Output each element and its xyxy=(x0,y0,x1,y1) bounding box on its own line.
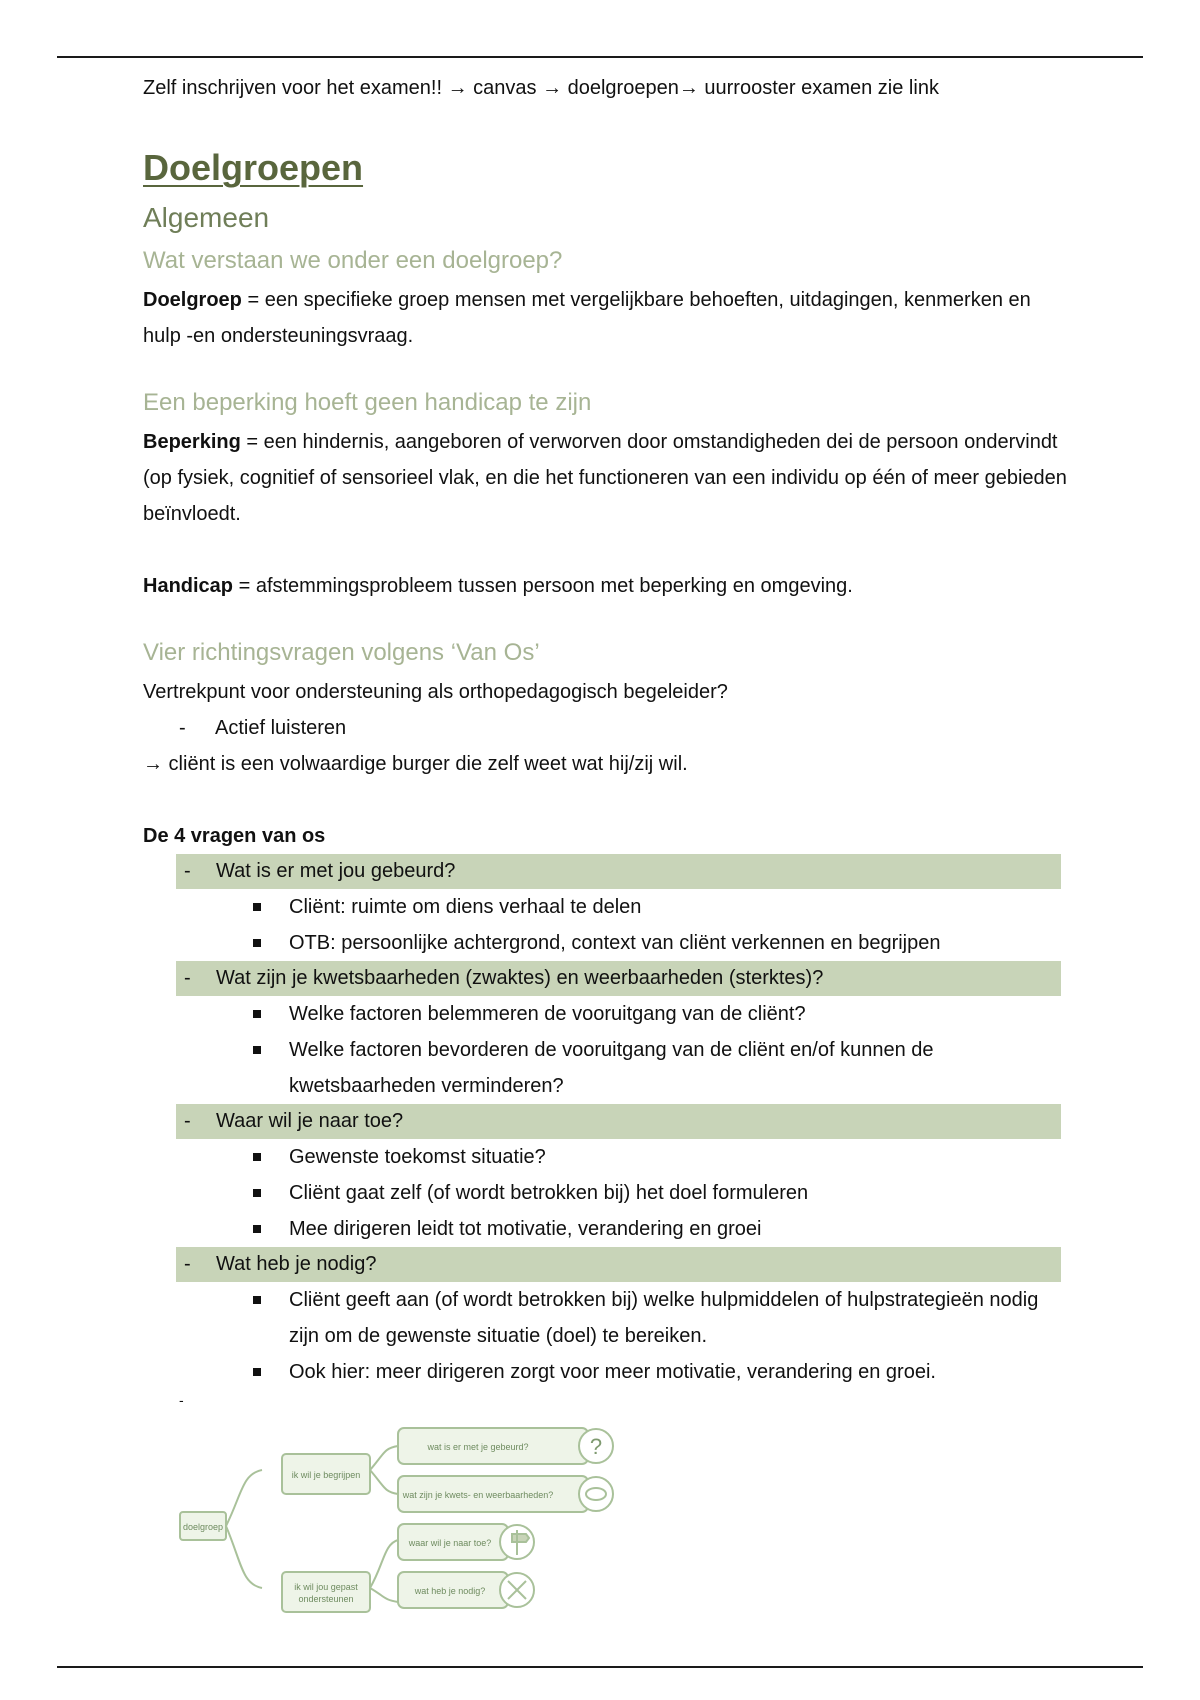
trailing-dash: - xyxy=(179,1392,184,1408)
list-item: Ook hier: meer dirigeren zorgt voor meer motivatie, verandering en groei. xyxy=(143,1354,1073,1390)
list-title: De 4 vragen van os xyxy=(143,825,326,847)
list-item: - Actief luisteren xyxy=(179,716,347,739)
list-item: Cliënt geeft aan (of wordt betrokken bij) welke hulpmiddelen of hulpstrategieën nodig zijn om de gewenste situatie (doel) te bereiken. xyxy=(143,1282,1073,1354)
list-item: Gewenste toekomst situatie? xyxy=(143,1139,1073,1175)
branch-label: ondersteunen xyxy=(298,1594,354,1604)
bottom-rule xyxy=(57,1666,1143,1668)
van-os-mindmap xyxy=(172,1424,672,1636)
connector-line xyxy=(226,1526,262,1588)
svg-text:?: ? xyxy=(589,1434,603,1459)
connector-line xyxy=(370,1540,398,1588)
leaf-label: wat heb je nodig? xyxy=(414,1586,486,1596)
connector-line xyxy=(370,1470,398,1494)
connector-line xyxy=(370,1446,398,1470)
list-item: Cliënt: ruimte om diens verhaal te delen xyxy=(143,889,1073,925)
q1-definition: Doelgroep = een specifieke groep mensen met vergelijkbare behoeften, uitdagingen, kenmerken en hulp -en ondersteuningsvraag. xyxy=(143,289,1031,347)
leaf-label: wat zijn je kwets- en weerbaarheden? xyxy=(402,1490,554,1500)
q1-term: Doelgroep xyxy=(143,289,242,311)
speech-icon xyxy=(579,1477,613,1511)
list-item: Cliënt gaat zelf (of wordt betrokken bij) het doel formuleren xyxy=(143,1175,1073,1211)
list-item: OTB: persoonlijke achtergrond, context van cliënt verkennen en begrijpen xyxy=(143,925,1073,961)
branch-node xyxy=(282,1572,370,1612)
branch-label: ik wil je begrijpen xyxy=(291,1470,361,1480)
leaf-label: wat is er met je gebeurd? xyxy=(427,1442,529,1452)
connector-line xyxy=(226,1470,262,1526)
tools-icon xyxy=(500,1573,534,1607)
handicap-definition: Handicap = afstemmingsprobleem tussen persoon met beperking en omgeving. xyxy=(143,575,853,597)
q1-heading: Wat verstaan we onder een doelgroep? xyxy=(143,247,563,274)
q3-intro: Vertrekpunt voor ondersteuning als orthopedagogisch begeleider? xyxy=(143,681,728,703)
q3-conclusion: → cliënt is een volwaardige burger die zelf weet wat hij/zij wil. xyxy=(143,753,688,775)
signpost-icon xyxy=(500,1525,534,1559)
section-heading: Algemeen xyxy=(143,202,270,233)
question-icon xyxy=(579,1429,613,1463)
list-item: Mee dirigeren leidt tot motivatie, verandering en groei xyxy=(143,1211,1073,1247)
question-band: - Wat zijn je kwetsbaarheden (zwaktes) en weerbaarheden (sterktes)? xyxy=(176,961,1061,996)
beperking-definition: Beperking = een hindernis, aangeboren of verworven door omstandigheden dei de persoon ondervindt (op fysiek, cognitief of sensorieel vlak, en die het functioneren van een individu op één of meer gebieden beïnvloedt. xyxy=(143,431,1067,525)
question-band: - Wat heb je nodig? xyxy=(176,1247,1061,1282)
root-label: doelgroep xyxy=(182,1522,224,1532)
handicap-term: Handicap xyxy=(143,575,234,597)
beperking-term: Beperking xyxy=(143,431,241,453)
q2-heading: Een beperking hoeft geen handicap te zijn xyxy=(143,389,592,416)
document-body xyxy=(143,70,1073,1410)
connector-line xyxy=(370,1588,398,1602)
branch-label: ik wil jou gepast xyxy=(294,1582,358,1592)
page-title: Doelgroepen xyxy=(143,147,364,188)
question-band: - Wat is er met jou gebeurd? xyxy=(176,854,1061,889)
questions-list xyxy=(143,854,1073,1390)
question-band: - Waar wil je naar toe? xyxy=(176,1104,1061,1139)
q3-heading: Vier richtingsvragen volgens ‘Van Os’ xyxy=(143,639,540,666)
top-rule xyxy=(57,56,1143,58)
list-item: Welke factoren bevorderen de vooruitgang van de cliënt en/of kunnen de kwetsbaarheden verminderen? xyxy=(143,1032,1073,1104)
leaf-label: waar wil je naar toe? xyxy=(408,1538,492,1548)
list-item: Welke factoren belemmeren de vooruitgang van de cliënt? xyxy=(143,996,1073,1032)
intro-note: Zelf inschrijven voor het examen!! → canvas → doelgroepen→ uurrooster examen zie link xyxy=(143,77,939,99)
